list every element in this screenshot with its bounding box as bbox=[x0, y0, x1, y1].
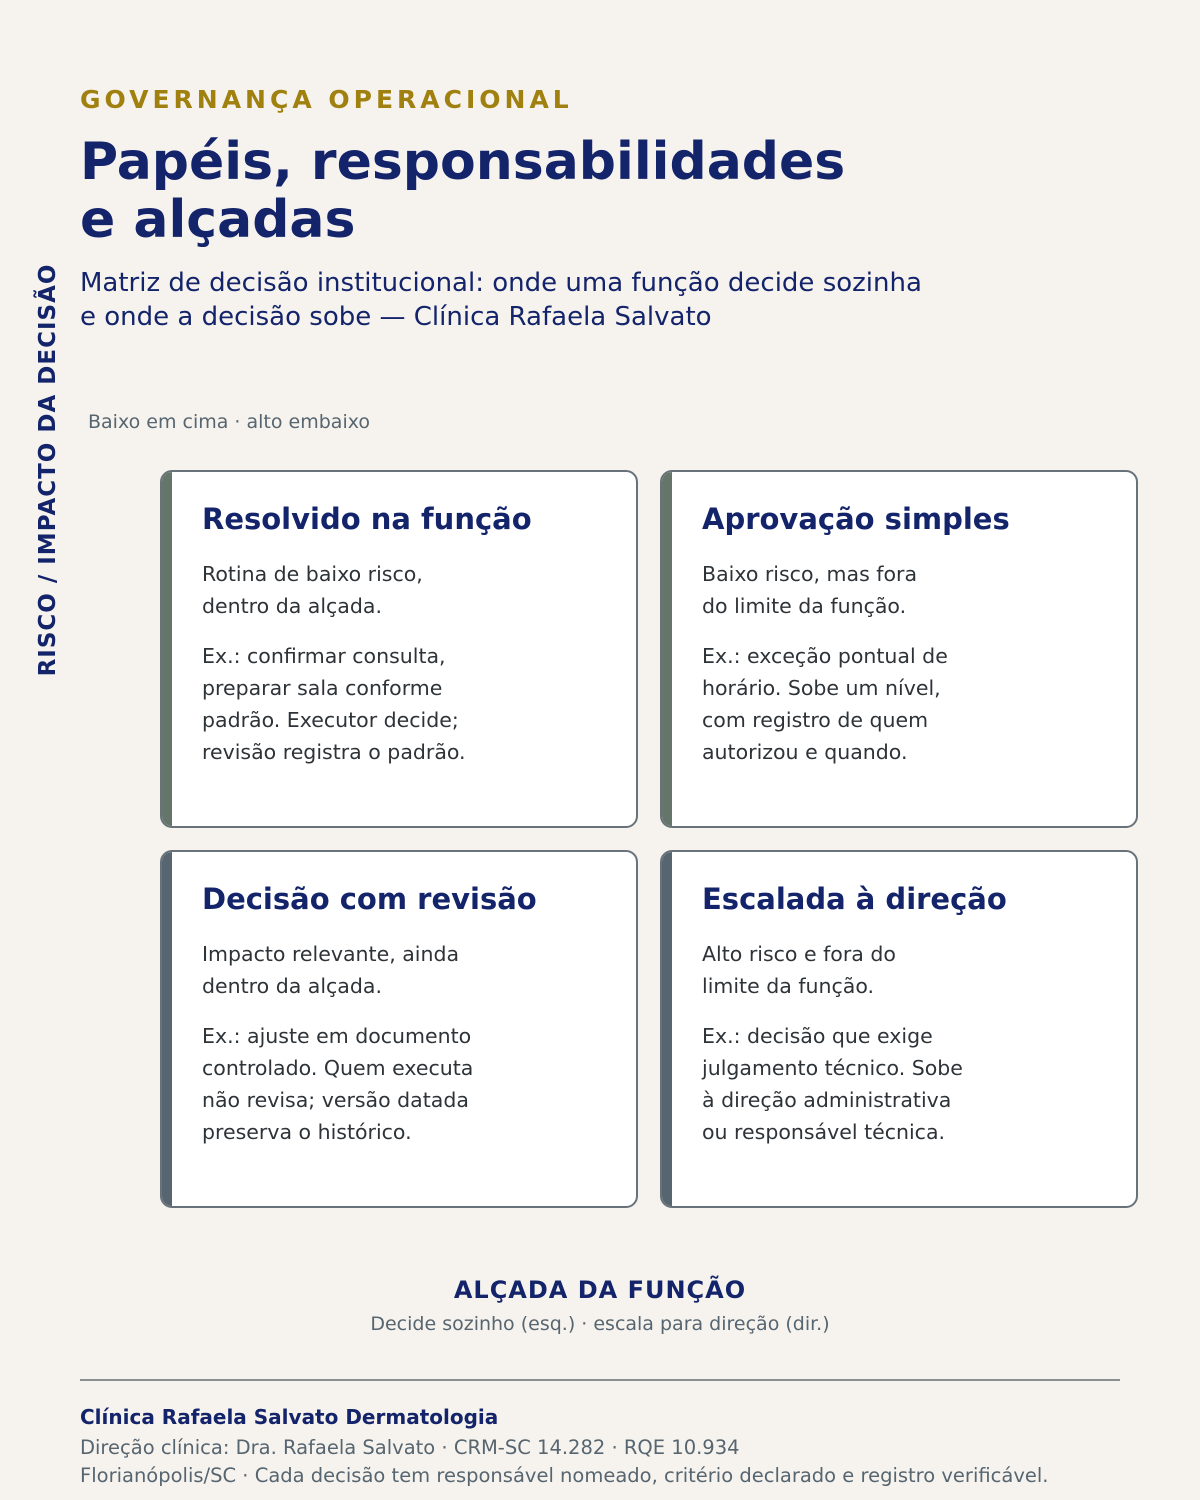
quadrant-card-escalated-to-direction bbox=[660, 850, 1138, 1208]
quadrant-card-simple-approval bbox=[660, 470, 1138, 828]
y-axis-note: Baixo em cima · alto embaixo bbox=[88, 411, 371, 433]
x-axis-note: Decide sozinho (esq.) · escala para direção (dir.) bbox=[370, 1313, 830, 1335]
page-title-line-2: e alçadas bbox=[80, 190, 356, 250]
page-subtitle-line-1: Matriz de decisão institucional: onde uma função decide sozinha bbox=[80, 268, 922, 298]
card-accent-bar bbox=[662, 852, 672, 1206]
x-axis-label: ALÇADA DA FUNÇÃO bbox=[453, 1276, 747, 1304]
card-title: Resolvido na função bbox=[202, 502, 532, 536]
card-accent-bar bbox=[162, 472, 172, 826]
card-title: Aprovação simples bbox=[702, 502, 1010, 536]
card-title: Decisão com revisão bbox=[202, 882, 537, 916]
card-description: Impacto relevante, ainda dentro da alçada. bbox=[202, 942, 460, 998]
y-axis-label: RISCO / IMPACTO DA DECISÃO bbox=[35, 263, 61, 677]
card-accent-bar bbox=[162, 852, 172, 1206]
card-example: Ex.: confirmar consulta, preparar sala conforme padrão. Executor decide; revisão registra o padrão. bbox=[202, 644, 466, 764]
page-title-line-1: Papéis, responsabilidades bbox=[80, 132, 846, 192]
quadrant-card-resolved-in-role bbox=[160, 470, 638, 828]
card-description: Alto risco e fora do limite da função. bbox=[702, 942, 896, 998]
footer-clinic-name: Clínica Rafaela Salvato Dermatologia bbox=[80, 1405, 499, 1429]
card-accent-bar bbox=[662, 472, 672, 826]
eyebrow-label: GOVERNANÇA OPERACIONAL bbox=[80, 85, 573, 114]
card-description: Rotina de baixo risco, dentro da alçada. bbox=[202, 562, 423, 618]
footer-direction-credentials: Direção clínica: Dra. Rafaela Salvato · CRM-SC 14.282 · RQE 10.934 bbox=[80, 1436, 740, 1459]
card-description: Baixo risco, mas fora do limite da função. bbox=[702, 562, 918, 618]
card-example: Ex.: decisão que exige julgamento técnico. Sobe à direção administrativa ou responsável técnica. bbox=[702, 1024, 963, 1144]
footer-divider bbox=[80, 1379, 1120, 1381]
card-example: Ex.: exceção pontual de horário. Sobe um nível, com registro de quem autorizou e quando. bbox=[702, 644, 948, 764]
page-subtitle bbox=[80, 266, 1080, 334]
page-title bbox=[80, 133, 845, 249]
footer-location-statement: Florianópolis/SC · Cada decisão tem responsável nomeado, critério declarado e registro verificável. bbox=[80, 1464, 1049, 1487]
card-title: Escalada à direção bbox=[702, 882, 1007, 916]
card-example: Ex.: ajuste em documento controlado. Quem executa não revisa; versão datada preserva o histórico. bbox=[202, 1024, 474, 1144]
quadrant-card-decision-with-review bbox=[160, 850, 638, 1208]
page-subtitle-line-2: e onde a decisão sobe — Clínica Rafaela Salvato bbox=[80, 302, 712, 332]
